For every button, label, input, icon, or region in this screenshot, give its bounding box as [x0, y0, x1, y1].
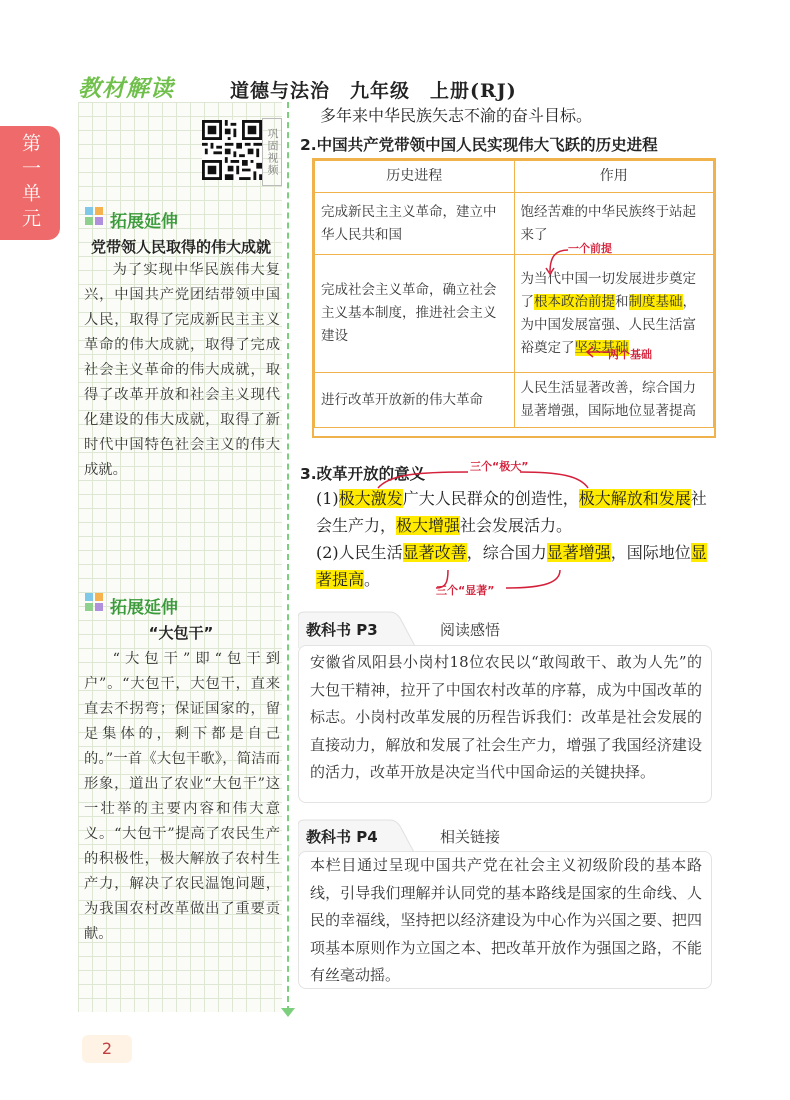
highlight-span: 显著增强 [546, 543, 611, 562]
highlight-span: 坚实基础 [574, 339, 629, 356]
annotation-three-great: 三个“极大” [470, 460, 529, 473]
page-header-title: 道德与法治 九年级 上册(RJ) [230, 80, 517, 102]
section-3-title: 3.改革开放的意义 [300, 465, 426, 483]
annotation-three-notable: 三个“显著” [436, 584, 495, 597]
highlight-span: 显著改善 [402, 543, 467, 562]
highlight-span: 极大激发 [338, 489, 403, 508]
text-span: ，为中国发展富强、人民生活富裕奠定了 [520, 293, 696, 356]
annotation-two-bases: 两个基础 [608, 348, 652, 361]
text-span: ，国际地位 [610, 543, 691, 562]
grid-blocks-icon [84, 592, 104, 612]
table-cell-process: 进行改革开放新的伟大革命 [315, 373, 515, 428]
divider-arrow-icon [281, 1008, 295, 1017]
text-span: 和 [615, 293, 629, 310]
table-row [315, 255, 714, 373]
intro-line: 多年来中华民族矢志不渝的奋斗目标。 [320, 106, 593, 125]
book-body-p3: 安徽省凤阳县小岗村18位农民以“敢闯敢干、敢为人先”的大包干精神，拉开了中国农村改革的序幕，成为中国改革的标志。小岗村改革发展的历程告诉我们：改革是社会发展的直接动力，解放和发展了社会生产力，增强了我国经济建设的活力，改革开放是决定当代中国命运的关键抉择。 [310, 653, 702, 781]
extension-body: 为了实现中华民族伟大复兴，中国共产党团结带领中国人民，取得了完成新民主主义革命的伟大成就，取得了完成社会主义革命的伟大成就，取得了改革开放和社会主义现代化建设的伟大成就，取得了新时代中国特色社会主义的伟大成就。 [84, 262, 280, 478]
table-header-row [315, 161, 714, 193]
highlight-span: 极大解放和发展 [578, 489, 691, 508]
highlight-span: 根本政治前提 [534, 293, 615, 310]
text-span: 社会生产力， [316, 489, 707, 535]
history-table [314, 160, 714, 428]
history-table-frame [312, 158, 716, 438]
highlight-span: 制度基础 [628, 293, 683, 310]
table-header-cell: 历史进程 [315, 161, 515, 193]
text-span: 为当代中国一切发展进步奠定了 [520, 270, 696, 310]
book-tab-subtitle: 相关链接 [440, 828, 501, 846]
text-span: ，综合国力 [466, 543, 547, 562]
extension-body: “大包干”即“包干到户”。“大包干，大包干，直来直去不拐弯；保证国家的，留足集体的，剩下都是自己的。”一首《大包干歌》，简洁而形象，道出了农业“大包干”这一壮举的主要内容和伟大意义。“大包干”提高了农民生产的积极性，极大解放了农村生产力，解决了农民温饱问题，为我国农村改革做出了重要贡献。 [84, 651, 280, 942]
qr-code-icon[interactable] [202, 120, 262, 180]
annotation-arrow-icon [540, 246, 580, 276]
table-header-cell: 作用 [514, 161, 714, 193]
text-span: (1) [316, 489, 339, 508]
extension-heading: 拓展延伸 [110, 598, 178, 618]
table-row [315, 193, 714, 255]
section-2-title: 2.中国共产党带领中国人民实现伟大飞跃的历史进程 [300, 136, 658, 154]
table-cell-effect: 人民生活显著改善，综合国力显著增强，国际地位显著提高 [514, 373, 714, 428]
table-row [315, 373, 714, 428]
text-span: 。 [364, 570, 381, 589]
table-cell-process: 完成新民主主义革命，建立中华人民共和国 [315, 193, 515, 255]
brand-logo: 教材解读 [78, 76, 174, 102]
table-cell-effect: 饱经苦难的中华民族终于站起来了 [514, 193, 714, 255]
meaning-paragraph-1 [316, 485, 714, 539]
book-tab-label[interactable]: 教科书 P3 [306, 621, 378, 639]
qr-video-label: 巩固视频 [262, 118, 282, 186]
extension-heading: 拓展延伸 [110, 212, 178, 232]
table-cell-process: 完成社会主义革命，确立社会主义基本制度，推进社会主义建设 [315, 255, 515, 373]
extension-subtitle: 党带领人民取得的伟大成就 [90, 238, 271, 256]
text-span: 广大人民群众的创造性， [402, 489, 579, 508]
book-tab-label[interactable]: 教科书 P4 [306, 828, 378, 846]
page-number: 2 [82, 1035, 132, 1063]
unit-tab[interactable]: 第一单元 [0, 126, 60, 240]
book-body-p4: 本栏目通过呈现中国共产党在社会主义初级阶段的基本路线，引导我们理解并认同党的基本路线是国家的生命线、人民的幸福线，坚持把以经济建设为中心作为兴国之要、把四项基本原则作为立国之本、把改革开放作为强国之路，不能有丝毫动摇。 [310, 856, 702, 984]
highlight-span: 显著提高 [316, 543, 707, 589]
annotation-one-premise: 一个前提 [568, 242, 612, 255]
extension-subtitle: “大包干” [148, 624, 214, 642]
annotation-arrow-icon [585, 345, 611, 359]
book-tab-subtitle: 阅读感悟 [440, 621, 501, 639]
annotation-brace-icon [420, 568, 580, 592]
highlight-span: 极大增强 [396, 516, 461, 535]
column-divider [287, 102, 289, 1012]
grid-blocks-icon [84, 206, 104, 226]
text-span: 社会发展活力。 [460, 516, 573, 535]
text-span: (2)人民生活 [316, 543, 403, 562]
